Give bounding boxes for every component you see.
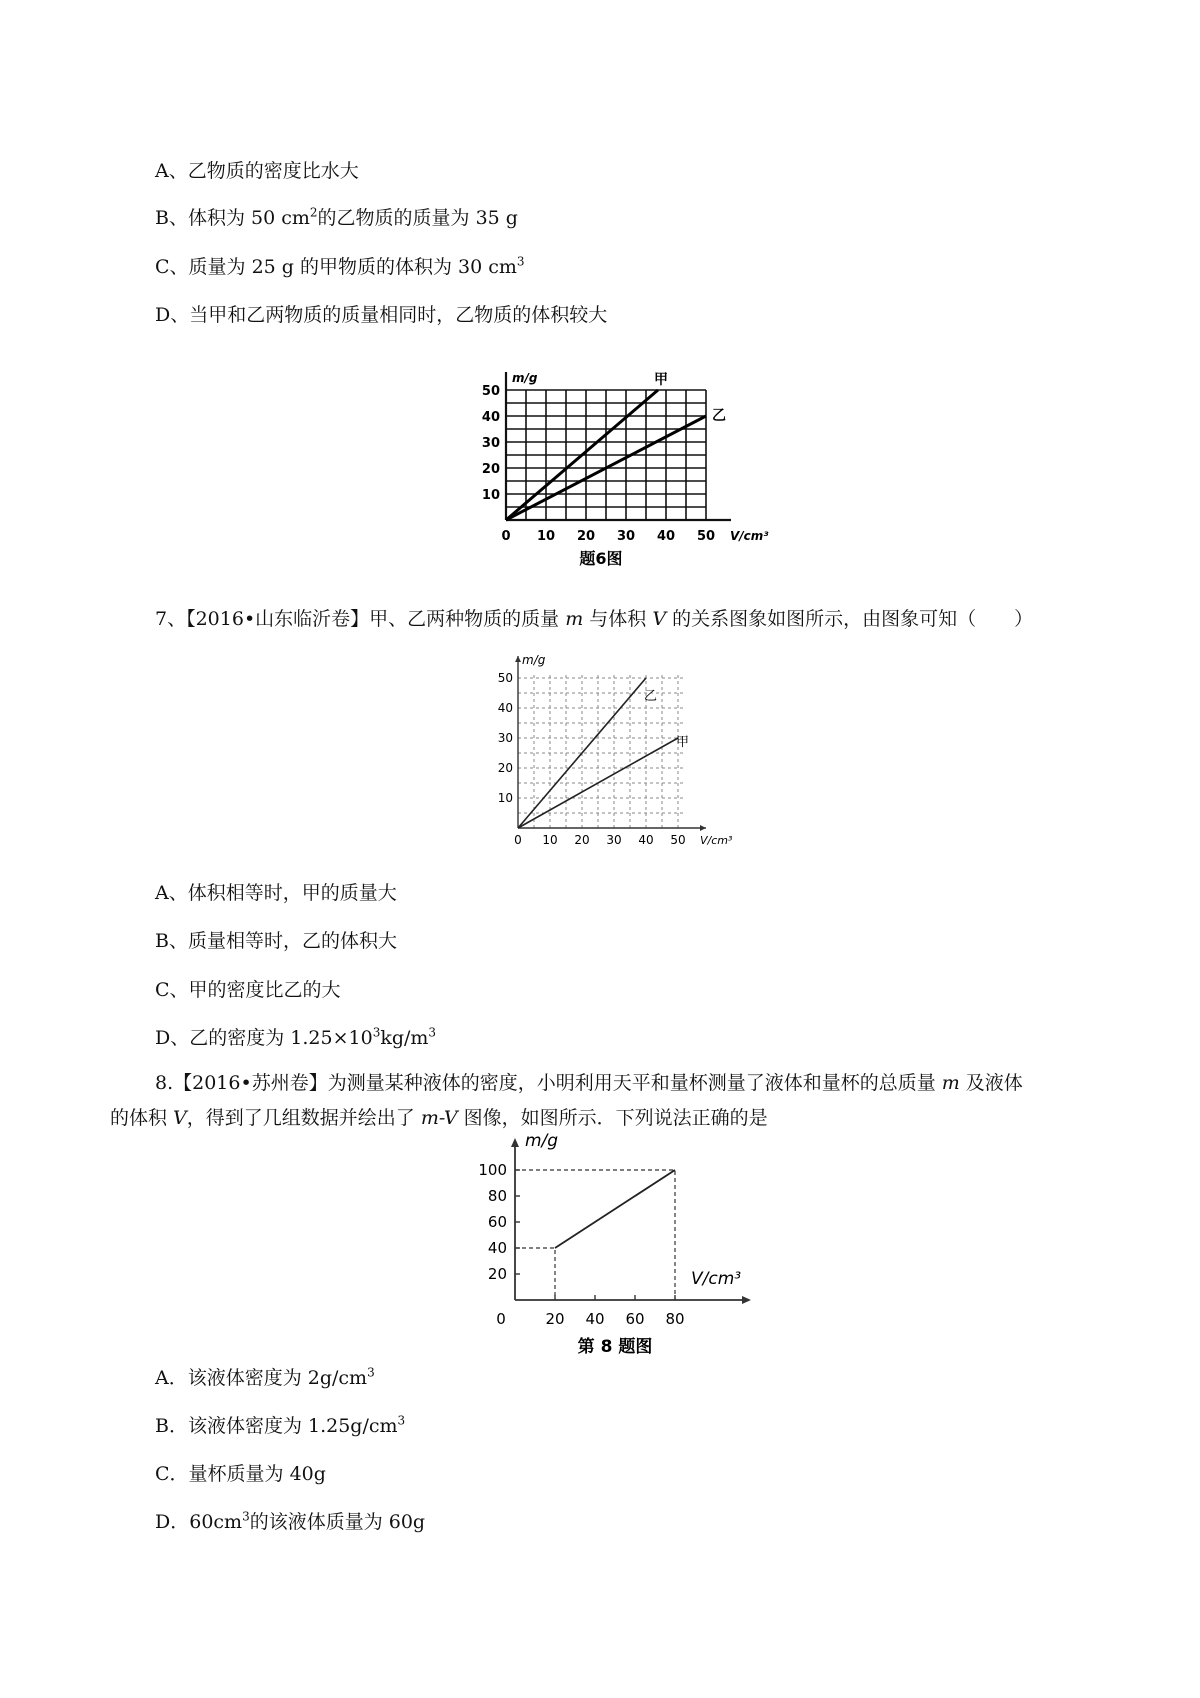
fig6-x-tick-label: 30	[616, 529, 636, 544]
q8-option-a-text: A．该液体密度为 2g/cm	[155, 1367, 368, 1389]
fig6-caption: 题6图	[579, 549, 623, 568]
fig7-y-tick-label: 10	[497, 791, 513, 805]
q7-stem-part1: 7、【2016•山东临沂卷】甲、乙两种物质的质量	[155, 608, 566, 630]
q6-option-c-text: C、质量为 25 g 的甲物质的体积为 30 cm	[155, 256, 517, 278]
q6-option-b	[155, 205, 518, 231]
q8-option-c-text: C．量杯质量为 40g	[155, 1463, 326, 1485]
fig6-y-tick-label: 30	[481, 436, 500, 451]
q7-var-m: m	[565, 608, 584, 630]
fig7-series-label-0: 乙	[644, 689, 658, 704]
q7-option-d-unit: kg/m	[380, 1027, 429, 1049]
q6-option-b-sup: 2	[309, 205, 318, 220]
q6-option-d-text: D、当甲和乙两物质的质量相同时，乙物质的体积较大	[155, 304, 608, 326]
q7-option-b	[155, 928, 397, 954]
fig6-x-tick-label: 40	[656, 529, 676, 544]
fig6-y-tick-label: 50	[481, 384, 500, 399]
q7-option-d-sup2: 3	[428, 1025, 437, 1040]
fig8-dashed-start	[515, 1248, 555, 1300]
q6-option-c	[155, 254, 525, 280]
q8-option-d-sup: 3	[242, 1509, 250, 1524]
q8-option-d-suffix: 的该液体质量为 60g	[249, 1511, 426, 1533]
fig8-x-tick-label: 60	[625, 1310, 645, 1328]
fig8-y-tick-label: 60	[487, 1213, 507, 1231]
q8-option-b-text: B．该液体密度为 1.25g/cm	[155, 1415, 398, 1437]
fig7-x-tick-label: 30	[606, 833, 622, 847]
fig6-x-tick-label: 20	[576, 529, 596, 544]
q7-var-v: V	[652, 608, 667, 630]
fig8-x-arrow	[742, 1296, 751, 1304]
fig7-y-tick-label: 40	[497, 701, 513, 715]
q8-option-b-sup: 3	[397, 1413, 406, 1428]
q8-var-v: V	[173, 1107, 187, 1129]
q6-option-d	[155, 302, 607, 328]
fig8-series-line	[555, 1170, 675, 1248]
fig8-y-tick-label: 80	[487, 1187, 507, 1205]
fig8-y-tick-label: 40	[487, 1239, 507, 1257]
q8-var-m: m	[941, 1072, 960, 1094]
q8-stem-part3: 的体积	[110, 1107, 174, 1129]
fig7-series-label-1: 甲	[676, 735, 690, 750]
fig6-series-label-1: 乙	[712, 408, 726, 424]
q8-option-c	[155, 1461, 326, 1487]
q6-option-a-text: A、乙物质的密度比水大	[155, 160, 359, 182]
figure-7-chart	[488, 648, 768, 864]
q7-stem-part3: 的关系图象如图所示，由图象可知（ ）	[666, 608, 1034, 630]
fig6-y-tick-label: 20	[481, 462, 500, 477]
q8-stem-part5: 图像，如图所示．下列说法正确的是	[457, 1107, 768, 1129]
q6-option-b-suffix: 的乙物质的质量为 35 g	[317, 207, 518, 229]
q7-option-d	[155, 1025, 436, 1051]
q8-stem-part1: 8.【2016•苏州卷】为测量某种液体的密度，小明利用天平和量杯测量了液体和量杯的总质量	[155, 1072, 942, 1094]
fig6-series-label-0: 甲	[654, 372, 668, 388]
fig8-y-tick-label: 20	[487, 1265, 507, 1283]
fig6-x-tick-label: 10	[536, 529, 556, 544]
q7-option-a-text: A、体积相等时，甲的质量大	[155, 882, 397, 904]
q7-option-c	[155, 977, 341, 1003]
q8-stem-line1	[155, 1070, 1023, 1096]
fig6-y-tick-label: 10	[481, 488, 500, 503]
fig6-x-tick-label: 0	[501, 529, 511, 544]
q8-option-d	[155, 1509, 425, 1535]
q6-option-a	[155, 158, 359, 184]
fig8-x-axis-label: V/cm³	[691, 1269, 742, 1289]
q8-stem-part2: 及液体	[959, 1072, 1023, 1094]
fig6-x-axis-label: V/cm³	[730, 529, 769, 543]
q6-option-b-text: B、体积为 50 cm	[155, 207, 310, 229]
fig7-y-tick-label: 20	[497, 761, 513, 775]
fig8-x-tick-label: 0	[496, 1310, 506, 1328]
q8-option-d-text: D．60cm	[155, 1511, 243, 1533]
fig7-x-tick-label: 40	[638, 833, 654, 847]
q8-option-b	[155, 1413, 405, 1439]
fig7-y-axis-label: m/g	[522, 653, 546, 667]
q7-option-d-text: D、乙的密度为 1.25×10	[155, 1027, 373, 1049]
figure-6-chart	[470, 355, 790, 570]
fig7-x-arrow	[700, 825, 706, 831]
figure-8	[475, 1131, 775, 1357]
figure-6	[470, 355, 790, 574]
fig7-x-tick-label: 0	[514, 833, 522, 847]
fig7-x-axis-label: V/cm³	[700, 834, 733, 847]
fig7-y-tick-label: 30	[497, 731, 513, 745]
fig6-y-axis-label: m/g	[512, 371, 538, 385]
q7-option-a	[155, 880, 397, 906]
fig7-x-tick-label: 10	[542, 833, 558, 847]
fig8-x-tick-label: 80	[665, 1310, 685, 1328]
figure-7	[488, 648, 768, 868]
q7-stem-part2: 与体积	[583, 608, 653, 630]
fig8-caption: 第 8 题图	[577, 1337, 653, 1357]
fig8-dashed-end	[515, 1170, 675, 1300]
q7-option-c-text: C、甲的密度比乙的大	[155, 979, 341, 1001]
fig6-y-tick-label: 40	[481, 410, 500, 425]
q8-option-a	[155, 1365, 375, 1391]
q8-stem-part4: ，得到了几组数据并绘出了	[186, 1107, 421, 1129]
figure-8-chart	[475, 1131, 775, 1357]
q8-option-a-sup: 3	[367, 1365, 375, 1380]
q7-option-d-sup1: 3	[372, 1025, 381, 1040]
fig7-y-tick-label: 50	[497, 671, 513, 685]
q7-option-b-text: B、质量相等时，乙的体积大	[155, 930, 397, 952]
fig8-x-tick-label: 40	[585, 1310, 605, 1328]
fig8-y-arrow	[511, 1138, 519, 1147]
q7-stem	[155, 606, 1033, 632]
fig7-x-tick-label: 50	[670, 833, 686, 847]
fig6-x-tick-label: 50	[696, 529, 716, 544]
fig8-x-tick-label: 20	[545, 1310, 565, 1328]
q8-stem-line2	[110, 1105, 768, 1131]
q8-var-mv: m-V	[420, 1107, 458, 1129]
q6-option-c-sup: 3	[516, 254, 525, 269]
fig7-x-tick-label: 20	[574, 833, 590, 847]
fig8-y-axis-label: m/g	[525, 1131, 559, 1151]
fig7-y-arrow	[515, 656, 521, 662]
fig8-y-tick-label: 100	[478, 1161, 507, 1179]
